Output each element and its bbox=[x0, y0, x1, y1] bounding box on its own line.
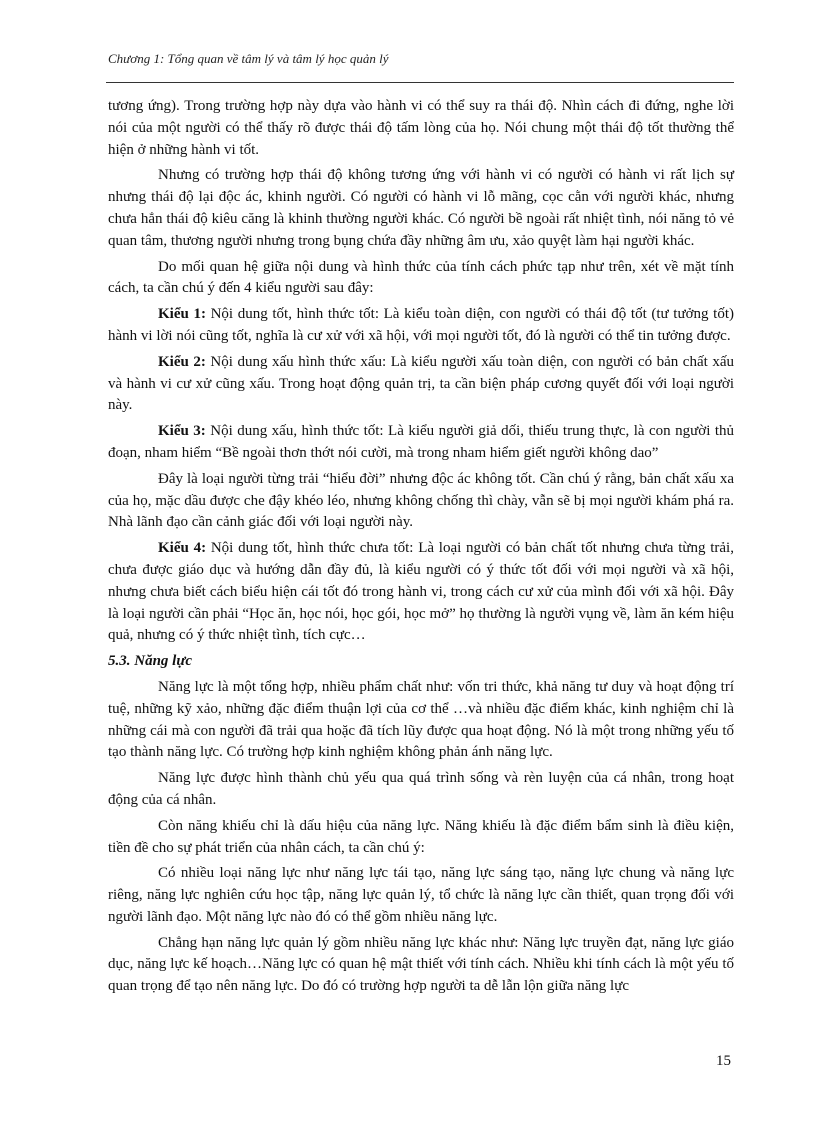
type-4-paragraph bbox=[108, 538, 734, 647]
paragraph: Năng lực được hình thành chủ yếu qua quá trình sống và rèn luyện của cá nhân, trong hoạt động của cá nhân. bbox=[108, 770, 734, 808]
paragraph: Chẳng hạn năng lực quản lý gồm nhiều năng lực khác như: Năng lực truyền đạt, năng lực giáo dục, năng lực kế hoạch…Năng lực có quan hệ mật thiết với tính cách. Nhiều khi tính cách là một yếu tố quan trọng để tạo nên năng lực. Do đó có trường hợp người ta dễ lẫn lộn giữa năng lực bbox=[108, 934, 734, 995]
type-3-text: Nội dung xấu, hình thức tốt: Là kiểu người giả dối, thiếu trung thực, là con người thủ đoạn, nham hiểm “Bề ngoài thơn thớt nói cười, mà trong nham hiểm giết người không dao” bbox=[108, 423, 734, 461]
header-divider bbox=[106, 82, 734, 83]
paragraph: Nhưng có trường hợp thái độ không tương ứng với hành vi có người có hành vi rất lịch sự nhưng thái độ lại độc ác, khinh người. Có người có hành vi lỗ mãng, cọc cằn với người khác, nhưng chưa hẳn thái độ kiêu căng là khinh thường người khác. Có người bề ngoài rất nhiệt tình, nói năng tỏ vẻ quan tâm, thương người nhưng trong bụng chứa đầy những âm ưu, xảo quyệt làm hại người khác. bbox=[108, 167, 734, 249]
type-4-label: Kiểu 4: bbox=[158, 540, 207, 557]
page-number: 15 bbox=[716, 1053, 731, 1069]
type-4-text: Nội dung tốt, hình thức chưa tốt: Là loại người có bản chất tốt nhưng chưa từng trải, chưa được giáo dục và hướng dẫn đầy đủ, là kiểu người có ý thức tốt đối với mọi người và xã hội, nhưng chưa biết cách biểu hiện cái tốt đó trong hành vi, trong cách cư xử của mình đối với xã hội. Đây là loại người cần phải “Học ăn, học nói, học gói, học mở” họ thường là người vụng về, làm ăn kém hiệu quả, nhưng có ý thức nhiệt tình, tích cực… bbox=[108, 540, 734, 644]
running-header: Chương 1: Tổng quan về tâm lý và tâm lý học quản lý bbox=[108, 51, 389, 66]
type-2-paragraph bbox=[108, 352, 734, 417]
type-3-paragraph bbox=[108, 421, 734, 465]
paragraph: tương ứng). Trong trường hợp này dựa vào hành vi có thể suy ra thái độ. Nhìn cách đi đứng, nghe lời nói của một người có thể thấy rõ được thái độ tấm lòng của họ. Nói chung một thái độ tốt thường thể hiện ở những hành vi tốt. bbox=[108, 98, 734, 158]
type-2-label: Kiểu 2: bbox=[158, 353, 206, 370]
type-1-label: Kiểu 1: bbox=[158, 306, 206, 323]
type-1-paragraph bbox=[108, 304, 734, 348]
page-body bbox=[108, 96, 734, 1002]
paragraph: Đây là loại người từng trải “hiểu đời” nhưng độc ác không tốt. Cần chú ý rằng, bản chất xấu xa của họ, mặc dầu được che đậy khéo léo, nhưng không chống thì chày, vẫn sẽ bị mọi người khám phá ra. Nhà lãnh đạo cần cảnh giác đối với loại người này. bbox=[108, 470, 734, 531]
paragraph: Do mối quan hệ giữa nội dung và hình thức của tính cách phức tạp như trên, xét về mặt tính cách, ta cần chú ý đến 4 kiểu người sau đây: bbox=[108, 258, 734, 297]
type-2-text: Nội dung xấu hình thức xấu: Là kiểu người xấu toàn diện, con người có bản chất xấu và hành vi cư xử cũng xấu. Trong hoạt động quản trị, ta cần biện pháp cương quyết đối với loại người này. bbox=[108, 353, 734, 414]
section-heading: 5.3. Năng lực bbox=[108, 653, 192, 670]
type-3-label: Kiểu 3: bbox=[158, 423, 206, 440]
paragraph: Có nhiều loại năng lực như năng lực tái tạo, năng lực sáng tạo, năng lực chung và năng lực riêng, năng lực nghiên cứu học tập, năng lực quản lý, tổ chức là năng lực cần thiết, quan trọng đối với người lãnh đạo. Một năng lực nào đó có thể gồm nhiều năng lực. bbox=[108, 865, 734, 925]
paragraph: Năng lực là một tổng hợp, nhiều phẩm chất như: vốn tri thức, khả năng tư duy và hoạt động trí tuệ, những kỹ xảo, những đặc điểm thuận lợi của cơ thể …và nhiều đặc điểm khác, kinh nghiệm chỉ là những cái mà con người đã trải qua hoặc đã tích lũy được qua hoạt động. Nó là một trong những yếu tố tạo thành năng lực. Có trường hợp kinh nghiệm không phản ánh năng lực. bbox=[108, 678, 734, 761]
type-1-text: Nội dung tốt, hình thức tốt: Là kiểu toàn diện, con người có thái độ tốt (tư tưởng tốt) hành vi lời nói cũng tốt, nghĩa là cư xử với xã hội, với mọi người tốt, đó là người có thể tin tưởng được. bbox=[108, 306, 734, 344]
paragraph: Còn năng khiếu chỉ là dấu hiệu của năng lực. Năng khiếu là đặc điểm bẩm sinh là điều kiện, tiền đề cho sự phát triển của nhân cách, ta cần chú ý: bbox=[108, 817, 734, 856]
